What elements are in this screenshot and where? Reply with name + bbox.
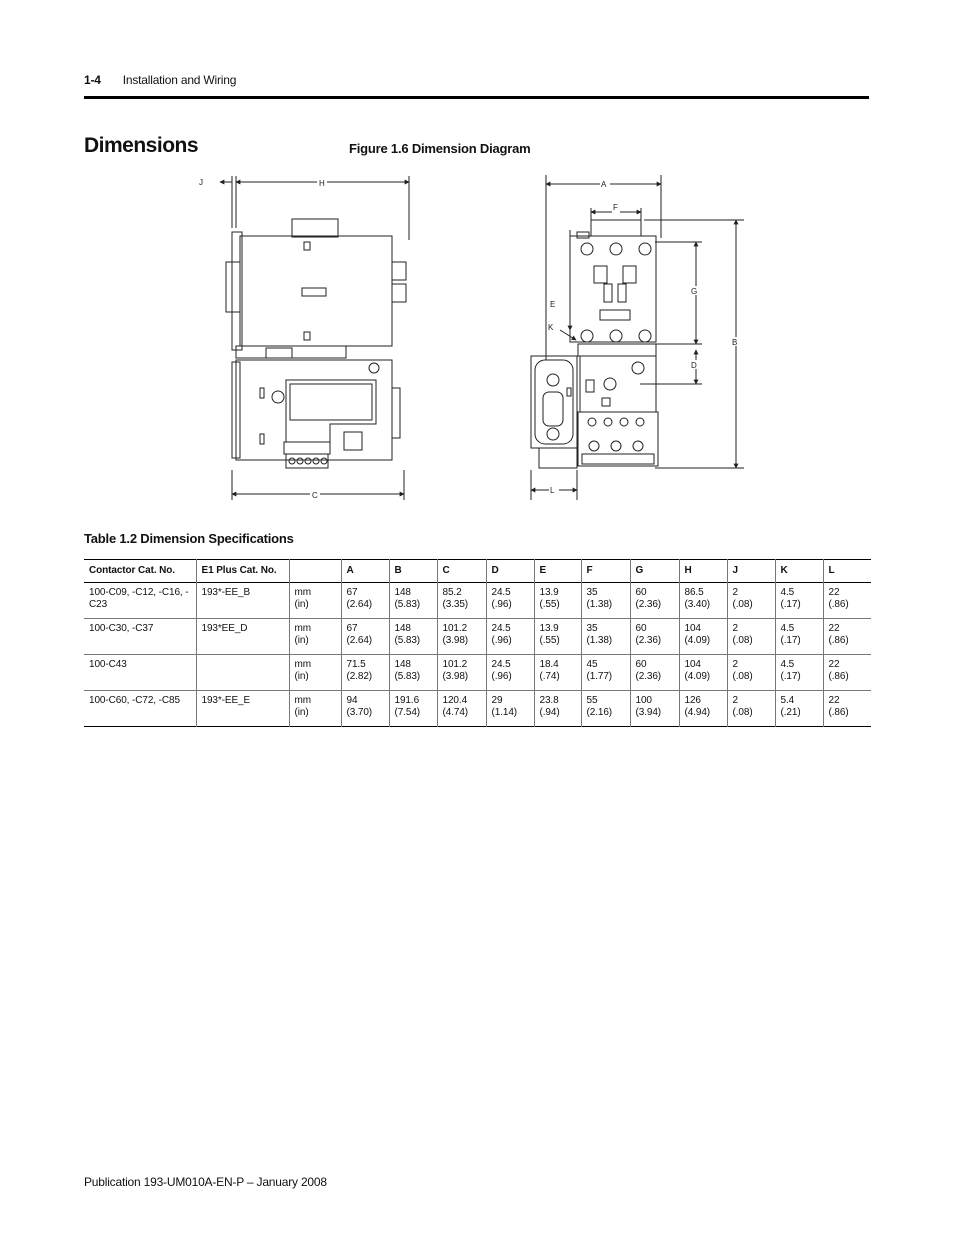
cell-dimension bbox=[679, 619, 727, 655]
value-in: (3.98) bbox=[442, 635, 469, 646]
cell-dimension bbox=[581, 655, 630, 691]
value-in: (.08) bbox=[732, 635, 753, 646]
cell-dimension bbox=[341, 583, 389, 619]
table-row bbox=[84, 583, 871, 619]
value-in: (2.36) bbox=[635, 635, 662, 646]
col-header-g: G bbox=[630, 560, 679, 583]
cell-unit bbox=[289, 691, 341, 727]
unit-in: (in) bbox=[294, 707, 309, 718]
value-in: (4.94) bbox=[684, 707, 711, 718]
cell-dimension bbox=[437, 691, 486, 727]
cell-dimension bbox=[437, 655, 486, 691]
cell-dimension bbox=[341, 619, 389, 655]
col-header-j: J bbox=[727, 560, 775, 583]
cell-dimension bbox=[581, 691, 630, 727]
cell-e1plus: 193*-EE_B bbox=[196, 583, 289, 619]
cell-dimension bbox=[630, 691, 679, 727]
cell-dimension bbox=[775, 619, 823, 655]
value-in: (2.64) bbox=[346, 599, 373, 610]
value-in: (.86) bbox=[828, 707, 849, 718]
unit-in: (in) bbox=[294, 635, 309, 646]
col-header-k: K bbox=[775, 560, 823, 583]
front-view-drawing bbox=[531, 175, 744, 500]
value-mm: 22 bbox=[828, 587, 840, 598]
value-mm: 101.2 bbox=[442, 659, 468, 670]
value-in: (4.09) bbox=[684, 671, 711, 682]
dim-label-f: F bbox=[613, 203, 618, 212]
cell-dimension bbox=[823, 583, 871, 619]
value-in: (.96) bbox=[491, 599, 512, 610]
value-mm: 23.8 bbox=[539, 695, 559, 706]
dimension-spec-table bbox=[84, 559, 871, 727]
col-header-d: D bbox=[486, 560, 534, 583]
unit-mm: mm bbox=[294, 587, 311, 598]
value-in: (.96) bbox=[491, 635, 512, 646]
col-header-e: E bbox=[534, 560, 581, 583]
value-mm: 60 bbox=[635, 587, 647, 598]
cell-dimension bbox=[437, 619, 486, 655]
value-mm: 100 bbox=[635, 695, 652, 706]
value-in: (1.14) bbox=[491, 707, 518, 718]
value-in: (1.77) bbox=[586, 671, 613, 682]
cell-unit bbox=[289, 619, 341, 655]
cell-dimension bbox=[341, 691, 389, 727]
cell-dimension bbox=[727, 655, 775, 691]
value-in: (3.94) bbox=[635, 707, 662, 718]
value-in: (1.38) bbox=[586, 599, 613, 610]
value-in: (7.54) bbox=[394, 707, 421, 718]
cell-dimension bbox=[486, 583, 534, 619]
dim-label-k: K bbox=[548, 323, 554, 332]
dim-label-g: G bbox=[691, 287, 698, 296]
value-in: (2.36) bbox=[635, 599, 662, 610]
value-mm: 45 bbox=[586, 659, 598, 670]
value-in: (.74) bbox=[539, 671, 560, 682]
cell-dimension bbox=[534, 691, 581, 727]
dim-label-h: H bbox=[319, 179, 325, 188]
value-mm: 18.4 bbox=[539, 659, 559, 670]
dim-label-e: E bbox=[550, 300, 556, 309]
header-section: Installation and Wiring bbox=[122, 73, 237, 87]
value-mm: 55 bbox=[586, 695, 598, 706]
cell-dimension bbox=[581, 583, 630, 619]
cell-dimension bbox=[775, 655, 823, 691]
unit-mm: mm bbox=[294, 659, 311, 670]
cell-dimension bbox=[389, 619, 437, 655]
dim-label-l: L bbox=[550, 486, 555, 495]
unit-in: (in) bbox=[294, 671, 309, 682]
cell-e1plus bbox=[196, 655, 289, 691]
value-in: (1.38) bbox=[586, 635, 613, 646]
value-in: (.17) bbox=[780, 635, 801, 646]
side-view-drawing bbox=[226, 176, 409, 500]
value-in: (3.70) bbox=[346, 707, 373, 718]
value-mm: 104 bbox=[684, 623, 701, 634]
value-mm: 85.2 bbox=[442, 587, 462, 598]
value-in: (.08) bbox=[732, 599, 753, 610]
value-mm: 24.5 bbox=[491, 659, 511, 670]
value-mm: 148 bbox=[394, 623, 411, 634]
value-mm: 2 bbox=[732, 659, 738, 670]
col-header-l: L bbox=[823, 560, 871, 583]
table-header-row bbox=[84, 560, 871, 583]
cell-dimension bbox=[341, 655, 389, 691]
cell-dimension bbox=[486, 655, 534, 691]
value-mm: 148 bbox=[394, 659, 411, 670]
dim-label-a: A bbox=[601, 180, 607, 189]
value-mm: 13.9 bbox=[539, 587, 559, 598]
cell-dimension bbox=[775, 691, 823, 727]
value-mm: 22 bbox=[828, 659, 840, 670]
dimension-diagram bbox=[0, 0, 954, 520]
cell-unit bbox=[289, 583, 341, 619]
cell-dimension bbox=[727, 691, 775, 727]
table-row bbox=[84, 655, 871, 691]
value-mm: 60 bbox=[635, 659, 647, 670]
figure-title: Figure 1.6 Dimension Diagram bbox=[349, 141, 531, 156]
unit-in: (in) bbox=[294, 599, 309, 610]
value-in: (.86) bbox=[828, 635, 849, 646]
value-in: (2.16) bbox=[586, 707, 613, 718]
page-number: 1-4 bbox=[84, 73, 101, 87]
value-mm: 94 bbox=[346, 695, 358, 706]
dim-label-c: C bbox=[312, 491, 318, 500]
value-in: (5.83) bbox=[394, 599, 421, 610]
value-in: (.21) bbox=[780, 707, 801, 718]
value-mm: 104 bbox=[684, 659, 701, 670]
cell-dimension bbox=[389, 583, 437, 619]
value-mm: 35 bbox=[586, 587, 598, 598]
value-in: (3.98) bbox=[442, 671, 469, 682]
value-in: (5.83) bbox=[394, 635, 421, 646]
cell-dimension bbox=[486, 619, 534, 655]
value-mm: 60 bbox=[635, 623, 647, 634]
value-in: (3.35) bbox=[442, 599, 469, 610]
cell-dimension bbox=[823, 619, 871, 655]
value-in: (.17) bbox=[780, 671, 801, 682]
value-in: (.55) bbox=[539, 599, 560, 610]
value-mm: 2 bbox=[732, 695, 738, 706]
value-in: (4.74) bbox=[442, 707, 469, 718]
value-mm: 148 bbox=[394, 587, 411, 598]
value-mm: 67 bbox=[346, 623, 358, 634]
value-mm: 126 bbox=[684, 695, 701, 706]
value-mm: 22 bbox=[828, 623, 840, 634]
cell-dimension bbox=[630, 619, 679, 655]
cell-dimension bbox=[534, 619, 581, 655]
value-in: (2.82) bbox=[346, 671, 373, 682]
cell-contactor: 100-C60, -C72, -C85 bbox=[89, 695, 180, 706]
table-row bbox=[84, 619, 871, 655]
cell-contactor: 100-C09, -C12, -C16, -C23 bbox=[89, 587, 189, 610]
value-in: (.55) bbox=[539, 635, 560, 646]
cell-dimension bbox=[727, 619, 775, 655]
value-mm: 86.5 bbox=[684, 587, 704, 598]
value-mm: 4.5 bbox=[780, 623, 795, 634]
value-mm: 5.4 bbox=[780, 695, 795, 706]
col-header-unit bbox=[289, 560, 341, 583]
cell-contactor: 100-C43 bbox=[89, 659, 127, 670]
value-in: (5.83) bbox=[394, 671, 421, 682]
value-in: (.96) bbox=[491, 671, 512, 682]
cell-dimension bbox=[679, 583, 727, 619]
value-in: (2.36) bbox=[635, 671, 662, 682]
cell-dimension bbox=[775, 583, 823, 619]
dim-label-j: J bbox=[199, 178, 203, 187]
cell-dimension bbox=[630, 655, 679, 691]
col-header-h: H bbox=[679, 560, 727, 583]
value-in: (.94) bbox=[539, 707, 560, 718]
cell-unit bbox=[289, 655, 341, 691]
cell-dimension bbox=[630, 583, 679, 619]
cell-dimension bbox=[679, 655, 727, 691]
cell-dimension bbox=[679, 691, 727, 727]
cell-dimension bbox=[389, 691, 437, 727]
value-mm: 13.9 bbox=[539, 623, 559, 634]
section-title: Dimensions bbox=[84, 134, 199, 157]
value-mm: 35 bbox=[586, 623, 598, 634]
cell-dimension bbox=[534, 655, 581, 691]
value-mm: 29 bbox=[491, 695, 503, 706]
cell-dimension bbox=[437, 583, 486, 619]
value-in: (3.40) bbox=[684, 599, 711, 610]
cell-dimension bbox=[581, 619, 630, 655]
publication-footer: Publication 193-UM010A-EN-P – January 2008 bbox=[84, 1175, 327, 1189]
value-mm: 120.4 bbox=[442, 695, 468, 706]
value-mm: 2 bbox=[732, 623, 738, 634]
value-mm: 24.5 bbox=[491, 587, 511, 598]
dim-label-d: D bbox=[691, 361, 697, 370]
value-mm: 67 bbox=[346, 587, 358, 598]
dim-label-b: B bbox=[732, 338, 738, 347]
value-mm: 4.5 bbox=[780, 587, 795, 598]
table-row bbox=[84, 691, 871, 727]
value-mm: 71.5 bbox=[346, 659, 366, 670]
col-header-contactor: Contactor Cat. No. bbox=[89, 565, 175, 576]
value-mm: 101.2 bbox=[442, 623, 468, 634]
col-header-b: B bbox=[389, 560, 437, 583]
col-header-e1plus: E1 Plus Cat. No. bbox=[196, 560, 289, 583]
value-in: (.17) bbox=[780, 599, 801, 610]
value-in: (.08) bbox=[732, 707, 753, 718]
unit-mm: mm bbox=[294, 695, 311, 706]
col-header-f: F bbox=[581, 560, 630, 583]
value-mm: 24.5 bbox=[491, 623, 511, 634]
cell-dimension bbox=[823, 691, 871, 727]
value-in: (4.09) bbox=[684, 635, 711, 646]
col-header-a: A bbox=[341, 560, 389, 583]
value-in: (.86) bbox=[828, 599, 849, 610]
value-in: (.08) bbox=[732, 671, 753, 682]
cell-dimension bbox=[389, 655, 437, 691]
cell-dimension bbox=[534, 583, 581, 619]
value-mm: 2 bbox=[732, 587, 738, 598]
value-mm: 22 bbox=[828, 695, 840, 706]
value-mm: 4.5 bbox=[780, 659, 795, 670]
cell-e1plus: 193*EE_D bbox=[196, 619, 289, 655]
value-in: (.86) bbox=[828, 671, 849, 682]
col-header-c: C bbox=[437, 560, 486, 583]
table-title: Table 1.2 Dimension Specifications bbox=[84, 531, 294, 546]
cell-dimension bbox=[727, 583, 775, 619]
cell-dimension bbox=[823, 655, 871, 691]
cell-dimension bbox=[486, 691, 534, 727]
value-in: (2.64) bbox=[346, 635, 373, 646]
unit-mm: mm bbox=[294, 623, 311, 634]
value-mm: 191.6 bbox=[394, 695, 420, 706]
cell-e1plus: 193*-EE_E bbox=[196, 691, 289, 727]
cell-contactor: 100-C30, -C37 bbox=[89, 623, 154, 634]
